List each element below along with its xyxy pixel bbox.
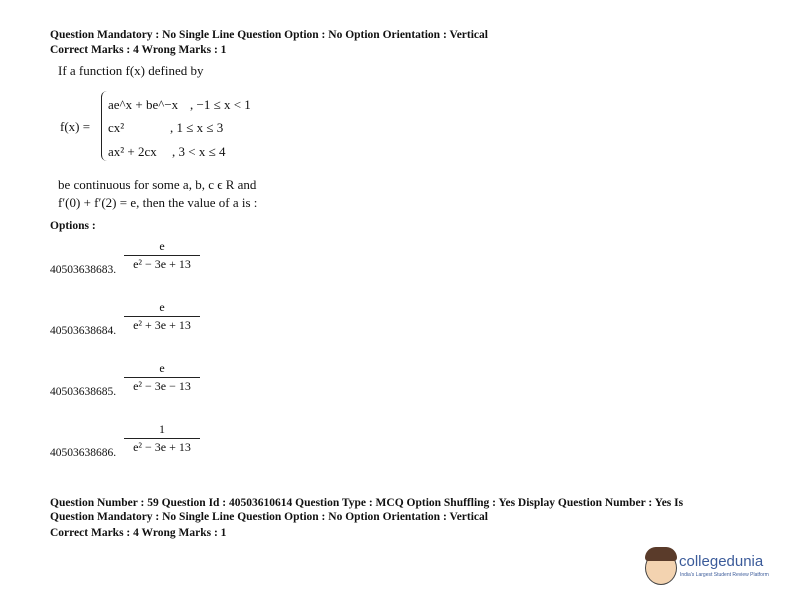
case-cond: , 1 ≤ x ≤ 3 [170,120,224,135]
option-fraction [124,361,200,394]
option-id: 40503638683. [50,264,117,276]
question-text: be continuous for some a, b, c ϵ R and [58,177,257,192]
mascot-hair-icon [645,547,677,561]
brace-icon [101,91,108,161]
case-expr: ae^x + be^−x [108,97,179,112]
denominator: e² − 3e − 13 [133,379,191,393]
next-question-meta: Question Number : 59 Question Id : 40503610614 Question Type : MCQ Option Shuffling : Yes Display Question Number : Yes Is [50,497,684,509]
fraction-bar [124,377,200,378]
logo-tagline: India's Largest Student Review Platform [680,572,769,578]
denominator: e² − 3e + 13 [133,440,191,454]
option-id: 40503638684. [50,325,117,337]
denominator: e² − 3e + 13 [133,257,191,271]
next-question-meta: Question Mandatory : No Single Line Question Option : No Option Orientation : Vertical [50,511,488,523]
next-marks-info: Correct Marks : 4 Wrong Marks : 1 [50,527,227,539]
function-lhs: f(x) = [60,119,91,134]
options-label: Options : [50,220,96,232]
option-3[interactable] [50,361,220,421]
question-intro: If a function f(x) defined by [58,63,204,78]
denominator: e² + 3e + 13 [133,318,191,332]
numerator: e [159,239,165,253]
case-expr: cx² [108,120,125,135]
option-2[interactable] [50,300,220,360]
option-4[interactable] [50,422,220,482]
marks-info: Correct Marks : 4 Wrong Marks : 1 [50,44,227,56]
numerator: 1 [159,422,165,436]
option-fraction [124,239,200,272]
collegedunia-logo [645,547,785,587]
case-cond: , −1 ≤ x < 1 [190,97,251,112]
logo-name: collegedunia [679,553,764,570]
fraction-bar [124,438,200,439]
case-cond: , 3 < x ≤ 4 [172,144,226,159]
numerator: e [159,361,165,375]
case-expr: ax² + 2cx [108,144,157,159]
option-1[interactable] [50,239,220,299]
option-fraction [124,300,200,333]
fraction-bar [124,316,200,317]
question-meta: Question Mandatory : No Single Line Question Option : No Option Orientation : Vertical [50,29,488,41]
option-id: 40503638686. [50,447,117,459]
numerator: e [159,300,165,314]
option-fraction [124,422,200,455]
question-text: f′(0) + f′(2) = e, then the value of a is : [58,195,258,210]
fraction-bar [124,255,200,256]
option-id: 40503638685. [50,386,117,398]
